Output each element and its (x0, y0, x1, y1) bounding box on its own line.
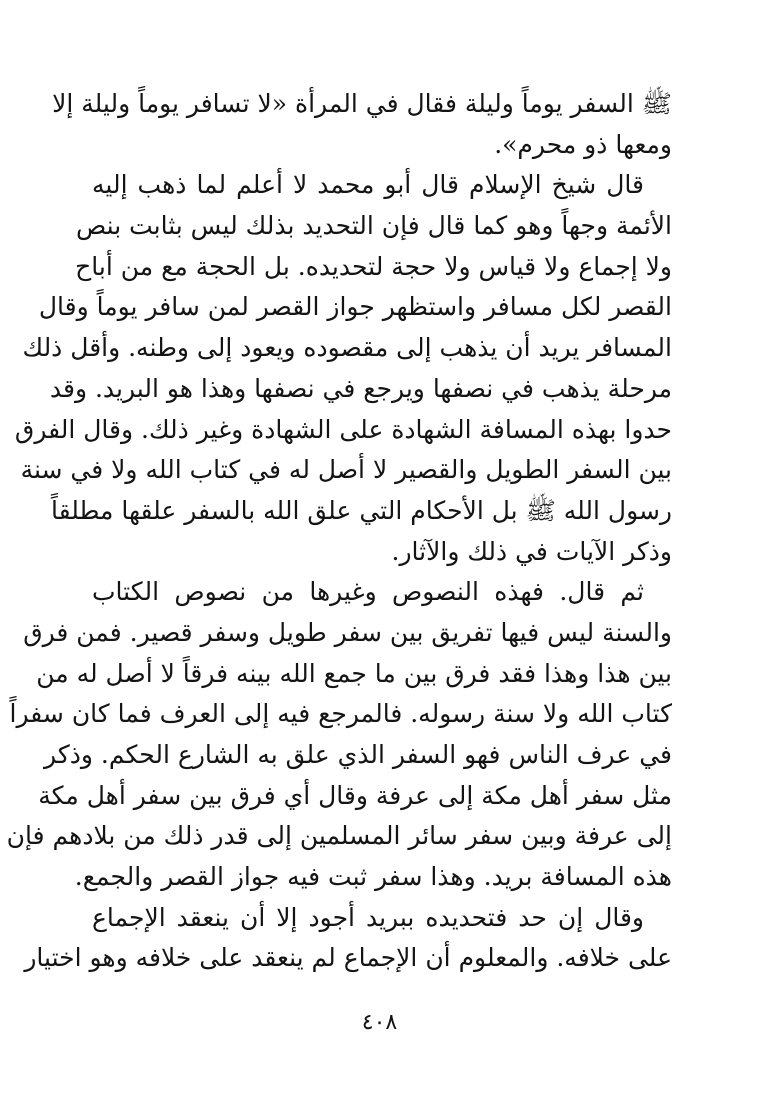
text-line: إلى عرفة وبين سفر سائر المسلمين إلى قدر ذلك من بلادهم فإن (6, 821, 672, 851)
text-line: المسافر يريد أن يذهب إلى مقصوده ويعود إلى وطنه. وأقل ذلك (22, 333, 672, 363)
text-line: على خلافه. والمعلوم أن الإجماع لم ينعقد على خلافه وهو اختيار (24, 943, 672, 973)
text-line: وذكر الآيات في ذلك والآثار. (391, 536, 672, 566)
paragraph-first-line: قال شيخ الإسلام قال أبو محمد لا أعلم لما ذهب إليه (92, 170, 644, 200)
page-body (6, 84, 672, 979)
paragraph-first-line: وقال إن حد فتحديده ببريد أجود إلا أن ينعقد الإجماع (92, 902, 644, 932)
text-line: حدوا بهذه المسافة الشهادة على الشهادة وغير ذلك. وقال الفرق (14, 414, 672, 444)
text-line: والسنة ليس فيها تفريق بين سفر طويل وسفر قصير. فمن فرق (23, 617, 672, 647)
page-number: ٤٠٨ (361, 1010, 398, 1035)
text-line: مثل سفر أهل مكة إلى عرفة وقال أي فرق بين سفر أهل مكة (38, 780, 672, 810)
text-line: الأئمة وجهاً وهو كما قال فإن التحديد بذلك ليس بثابت بنص (76, 211, 672, 241)
text-line: بين هذا وهذا فقد فرق بين ما جمع الله بينه فرقاً لا أصل له من (36, 658, 672, 688)
text-line: رسول الله ﷺ بل الأحكام التي علق الله بالسفر علقها مطلقاً (50, 495, 672, 525)
text-line: كتاب الله ولا سنة رسوله. فالمرجع فيه إلى العرف فما كان سفراً (9, 699, 672, 729)
text-line: بين السفر الطويل والقصير لا أصل له في كتاب الله ولا في سنة (20, 455, 672, 485)
text-line: في عرف الناس فهو السفر الذي علق به الشارع الحكم. وذكر (44, 740, 672, 769)
text-line: مرحلة يذهب في نصفها ويرجع في نصفها وهذا هو البريد. وقد (49, 373, 672, 403)
paragraph-first-line: ثم قال. فهذه النصوص وغيرها من نصوص الكتاب (92, 577, 644, 607)
text-line: ﷺ السفر يوماً وليلة فقال في المرأة «لا تسافر يوماً وليلة إلا (52, 89, 672, 118)
text-line: ومعها ذو محرم». (494, 129, 672, 159)
text-line: هذه المسافة بريد. وهذا سفر ثبت فيه جواز القصر والجمع. (74, 862, 672, 892)
text-line: القصر لكل مسافر واستظهر جواز القصر لمن سافر يوماً وقال (38, 292, 672, 322)
text-line: ولا إجماع ولا قياس ولا حجة لتحديده. بل الحجة مع من أباح (75, 251, 672, 281)
